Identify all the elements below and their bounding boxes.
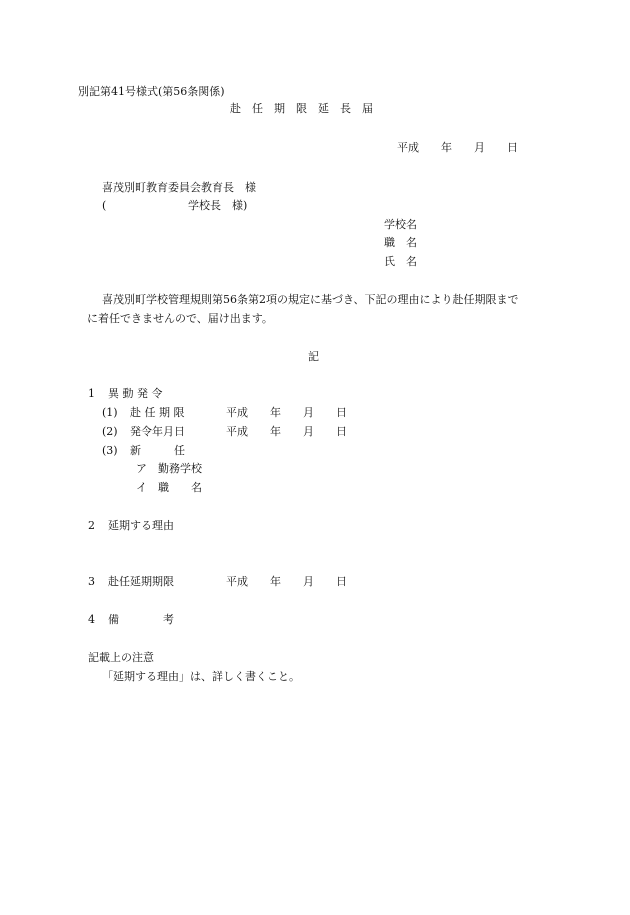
notes-line1: 「延期する理由」は、詳しく書くこと。	[102, 670, 300, 683]
item2-number: 2	[88, 519, 95, 532]
item1-label: 異 動 発 令	[108, 387, 163, 400]
item1-sub3b-label: 職 名	[158, 481, 202, 494]
addressee-line1: 喜茂別町教育委員会教育長 様	[102, 181, 256, 194]
item2-label: 延期する理由	[108, 519, 174, 532]
notes-heading: 記載上の注意	[88, 651, 154, 664]
form-number: 別記第41号様式(第56条関係)	[78, 85, 225, 98]
form-title: 赴 任 期 限 延 長 届	[230, 102, 373, 115]
item1-number: 1	[88, 387, 95, 400]
item1-sub3a-label: 勤務学校	[158, 462, 202, 475]
item1-sub1-number: (1)	[102, 406, 118, 419]
item1-sub3-label: 新 任	[130, 444, 185, 457]
item4-number: 4	[88, 613, 95, 626]
item1-sub1-date: 平成 年 月 日	[226, 406, 347, 419]
body-line2: に着任できませんので、届け出ます。	[87, 312, 273, 325]
item1-sub3-number: (3)	[102, 444, 118, 457]
applicant-school: 学校名	[384, 218, 417, 231]
applicant-position: 職 名	[384, 236, 417, 249]
item1-sub1-label: 赴 任 期 限	[130, 406, 185, 419]
item1-sub3a-number: ア	[136, 462, 147, 475]
applicant-name: 氏 名	[384, 255, 417, 268]
item3-label: 赴任延期期限	[108, 575, 174, 588]
item3-date: 平成 年 月 日	[226, 575, 347, 588]
item1-sub3b-number: イ	[136, 481, 147, 494]
addressee-line2: 学校長 様)	[188, 199, 248, 212]
ki-heading: 記	[308, 350, 319, 363]
item1-sub2-date: 平成 年 月 日	[226, 425, 347, 438]
item1-sub2-label: 発令年月日	[130, 425, 185, 438]
item4-label: 備 考	[108, 613, 174, 626]
body-line1: 喜茂別町学校管理規則第56条第2項の規定に基づき、下記の理由により赴任期限まで	[102, 293, 519, 306]
submission-date: 平成 年 月 日	[397, 141, 518, 154]
item1-sub2-number: (2)	[102, 425, 118, 438]
addressee-paren: (	[102, 199, 107, 212]
item3-number: 3	[88, 575, 95, 588]
